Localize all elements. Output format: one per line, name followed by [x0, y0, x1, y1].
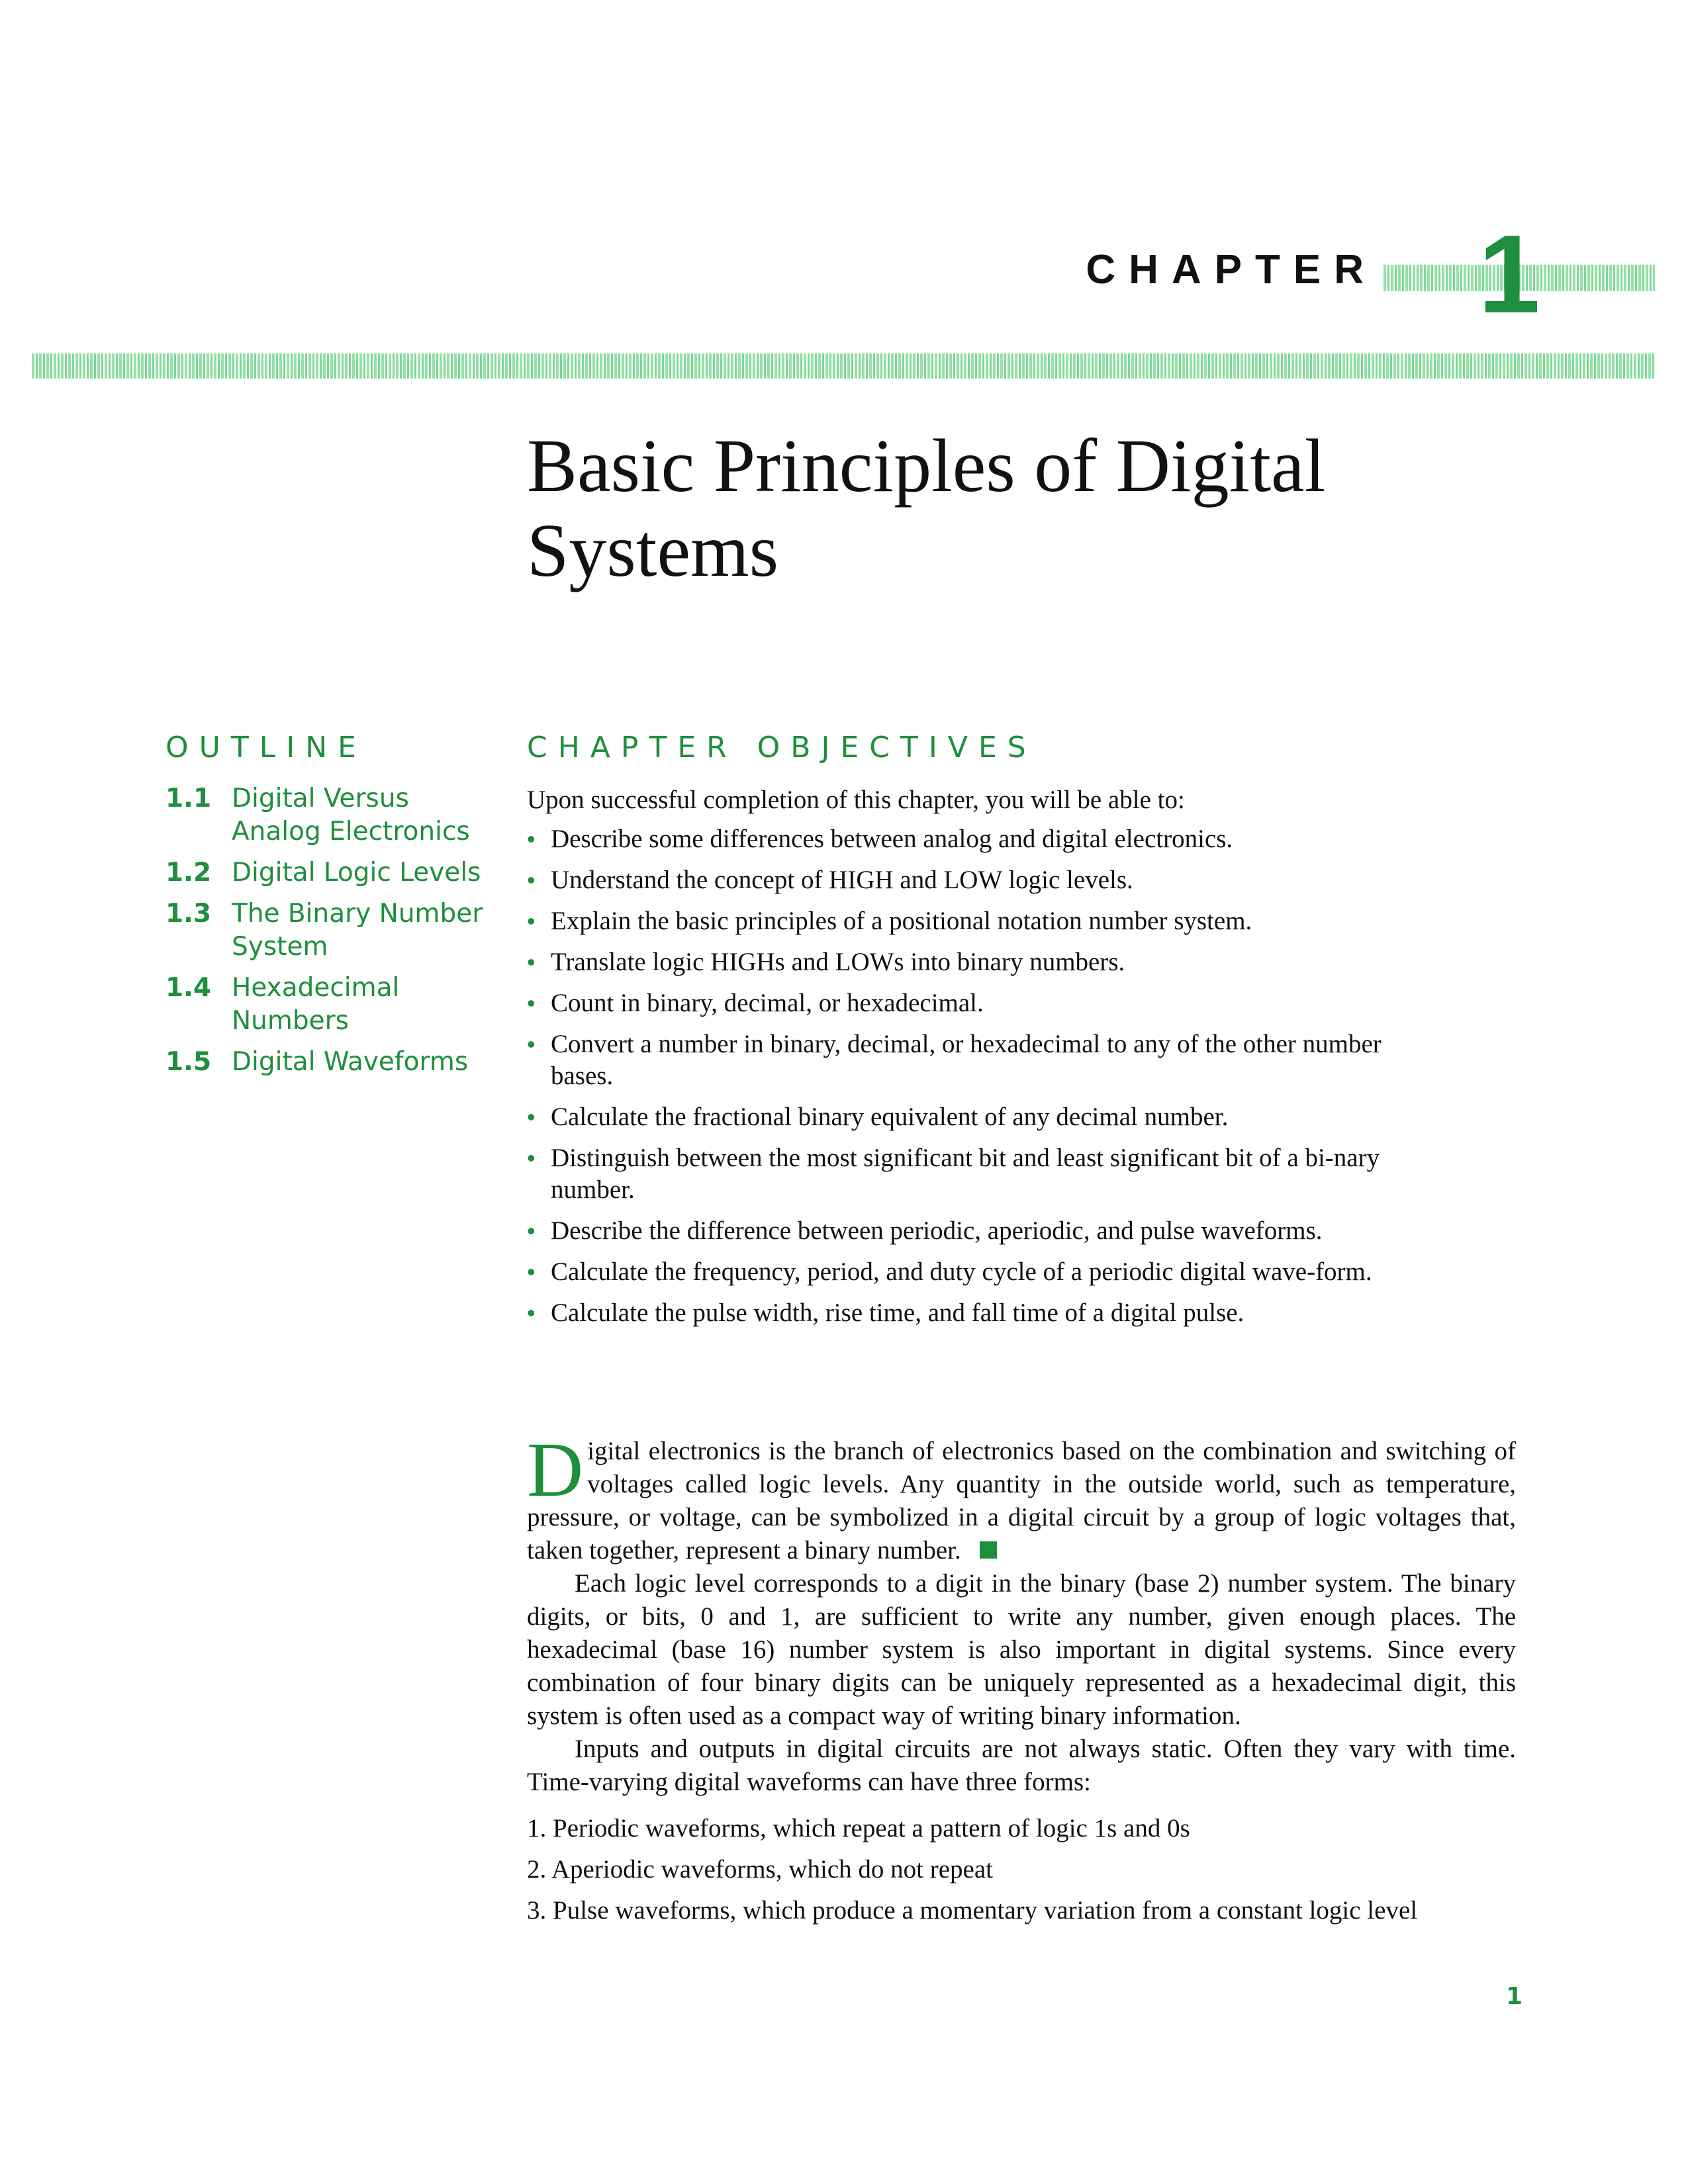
- bullet-icon: •: [527, 1030, 536, 1058]
- outline-item-label: Digital Logic Levels: [232, 858, 481, 887]
- bullet-icon: •: [527, 1144, 536, 1171]
- objective-text: Count in binary, decimal, or hexadecimal.: [551, 989, 984, 1017]
- bullet-icon: •: [527, 1217, 536, 1244]
- outline-item[interactable]: [165, 1046, 496, 1079]
- bullet-icon: •: [527, 825, 536, 852]
- chapter-number: 1: [1478, 212, 1540, 336]
- bullet-icon: •: [527, 866, 536, 893]
- body-text: [527, 1426, 1516, 1935]
- end-square-icon: [980, 1541, 997, 1559]
- outline-list: [165, 782, 496, 1087]
- objectives-list: [527, 823, 1401, 1338]
- outline-item-number: 1.5: [165, 1047, 212, 1077]
- outline-item-number: 1.4: [165, 973, 212, 1003]
- outline-item-number: 1.1: [165, 784, 212, 813]
- outline-item[interactable]: [165, 856, 496, 889]
- bullet-icon: •: [527, 907, 536, 934]
- objective-item: [527, 1142, 1401, 1206]
- objective-item: [527, 905, 1401, 937]
- objective-item: [527, 1028, 1401, 1092]
- objective-item: [527, 1256, 1401, 1288]
- objective-item: [527, 987, 1401, 1019]
- objective-item: [527, 864, 1401, 896]
- body-paragraph: Inputs and outputs in digital circuits are not always static. Often they vary with time. Time-varying digital waveforms can have three forms:: [527, 1735, 1516, 1796]
- outline-item[interactable]: [165, 972, 496, 1038]
- bullet-icon: •: [527, 1299, 536, 1326]
- outline-item[interactable]: [165, 897, 496, 964]
- drop-cap: D: [527, 1426, 584, 1513]
- objective-item: [527, 946, 1401, 978]
- objective-item: [527, 1215, 1401, 1247]
- outline-heading: OUTLINE: [165, 731, 367, 764]
- outline-item-label: Hexadecimal Numbers: [232, 973, 400, 1036]
- bullet-icon: •: [527, 989, 536, 1017]
- bullet-icon: •: [527, 1103, 536, 1130]
- page-number: 1: [1505, 1983, 1523, 2010]
- intro-paragraph: [527, 1426, 1516, 1567]
- objectives-intro: Upon successful completion of this chapter, you will be able to:: [527, 786, 1185, 814]
- objective-text: Calculate the pulse width, rise time, and fall time of a digital pulse.: [551, 1298, 1244, 1327]
- body-paragraph: Each logic level corresponds to a digit in the binary (base 2) number system. The binary digits, or bits, 0 and 1, are sufficient to write any number, given enough places. The hexadecimal (base 16) number system is also important in digital systems. Since every combination of four binary digits can be uniquely represented as a hexadecimal digit, this system is often used as a compact way of writing binary information.: [527, 1569, 1516, 1730]
- header-decorative-bar: [32, 353, 1655, 379]
- objective-text: Describe some differences between analog and digital electronics.: [551, 825, 1233, 853]
- objective-text: Describe the difference between periodic, aperiodic, and pulse waveforms.: [551, 1216, 1323, 1245]
- objectives-heading: CHAPTER OBJECTIVES: [527, 731, 1037, 764]
- objective-text: Explain the basic principles of a positional notation number system.: [551, 907, 1252, 935]
- waveform-list-item: 3. Pulse waveforms, which produce a momentary variation from a constant logic level: [527, 1896, 1418, 1925]
- objective-item: [527, 1101, 1401, 1133]
- chapter-title: Basic Principles of Digital Systems: [527, 424, 1326, 592]
- objective-text: Convert a number in binary, decimal, or hexadecimal to any of the other number bases.: [551, 1030, 1382, 1090]
- objective-item: [527, 823, 1401, 855]
- intro-paragraph-text: igital electronics is the branch of electronics based on the combination and switching of voltages called logic levels. Any quantity in the outside world, such as temperature, pressure, or voltage, can be symbolized in a digital circuit by a group of logic voltages that, taken together, represent a binary number.: [527, 1437, 1516, 1565]
- outline-item-label: Digital Versus Analog Electronics: [232, 784, 470, 846]
- objective-text: Understand the concept of HIGH and LOW logic levels.: [551, 866, 1133, 894]
- outline-item[interactable]: [165, 782, 496, 848]
- objective-text: Distinguish between the most significant bit and least significant bit of a bi-nary number.: [551, 1144, 1380, 1204]
- outline-item-label: Digital Waveforms: [232, 1047, 469, 1077]
- outline-item-number: 1.3: [165, 899, 212, 929]
- waveform-list-item: 2. Aperiodic waveforms, which do not repeat: [527, 1855, 993, 1884]
- objective-item: [527, 1297, 1401, 1329]
- objective-text: Calculate the fractional binary equivalent of any decimal number.: [551, 1103, 1229, 1131]
- bullet-icon: •: [527, 948, 536, 976]
- waveform-list-item: 1. Periodic waveforms, which repeat a pattern of logic 1s and 0s: [527, 1814, 1190, 1843]
- outline-item-number: 1.2: [165, 858, 212, 887]
- objective-text: Translate logic HIGHs and LOWs into binary numbers.: [551, 948, 1125, 976]
- outline-item-label: The Binary Number System: [232, 899, 483, 962]
- bullet-icon: •: [527, 1258, 536, 1285]
- chapter-label: CHAPTER: [1086, 247, 1377, 293]
- waveform-list: [527, 1812, 1516, 1927]
- objective-text: Calculate the frequency, period, and duty cycle of a periodic digital wave-form.: [551, 1257, 1372, 1286]
